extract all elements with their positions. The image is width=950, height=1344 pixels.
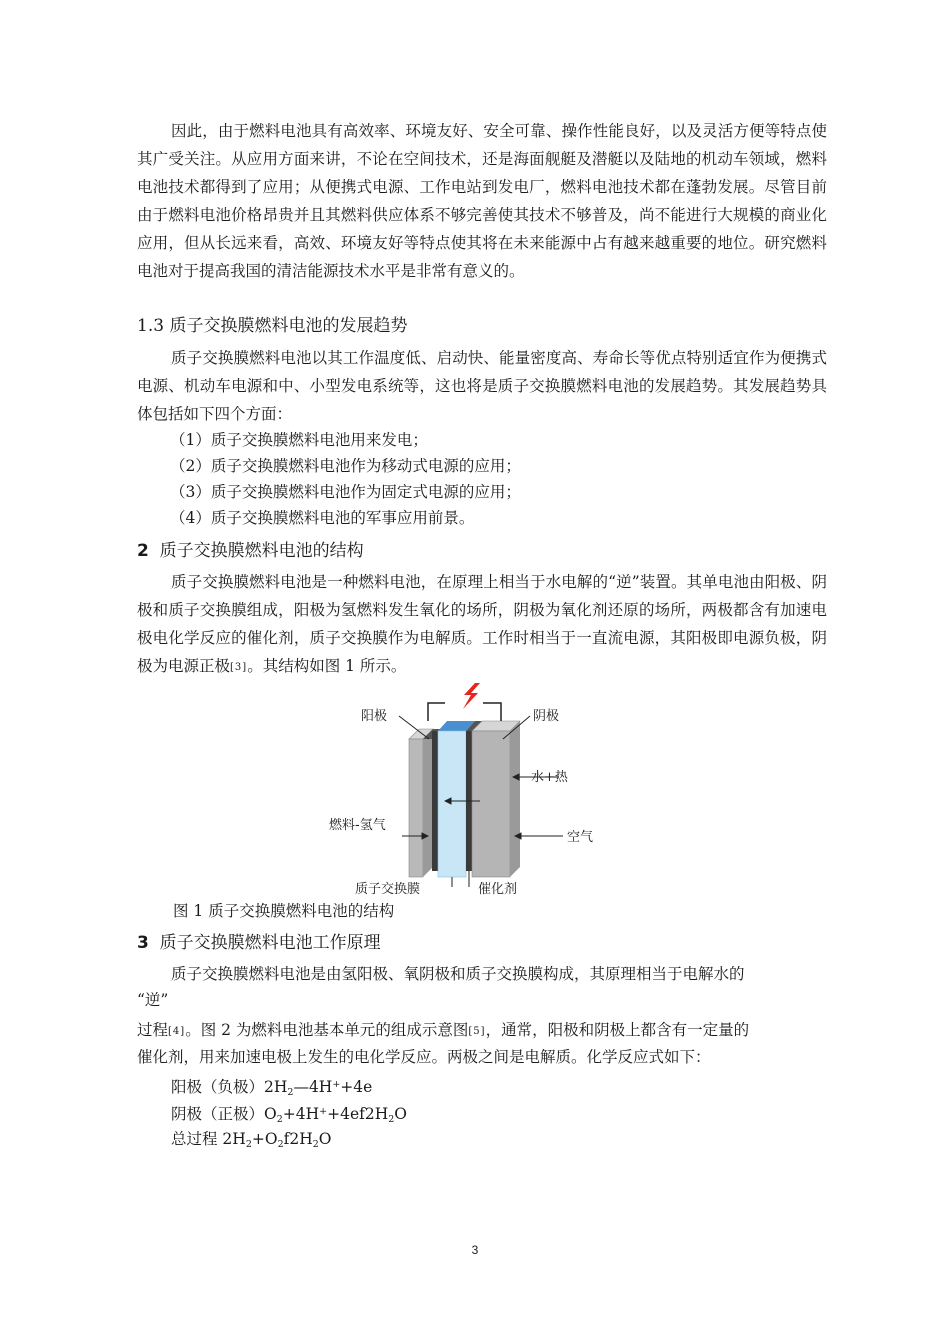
water-heat-label: 水+热 bbox=[531, 770, 568, 785]
paragraph-text: 过程 bbox=[137, 1021, 169, 1039]
section-heading-1-3: 1.3 质子交换膜燃料电池的发展趋势 bbox=[137, 316, 408, 336]
section-title: 质子交换膜燃料电池工作原理 bbox=[159, 933, 381, 953]
paragraph-trends: 质子交换膜燃料电池以其工作温度低、启动快、能量密度高、寿命长等优点特别适宜作为便携式电源、机动车电源和中、小型发电系统等，这也将是质子交换膜燃料电池的发展趋势。其发展趋势具体包括如下四个方面： bbox=[137, 349, 827, 423]
citation: [5] bbox=[468, 1026, 486, 1037]
page-number: 3 bbox=[471, 1243, 479, 1257]
paragraph-intro: 因此，由于燃料电池具有高效率、环境友好、安全可靠、操作性能良好，以及灵活方便等特点使其广受关注。从应用方面来讲，不论在空间技术，还是海面舰艇及潜艇以及陆地的机动车领域，燃料电池技术都得到了应用；从便携式电源、工作电站到发电厂，燃料电池技术都在蓬勃发展。尽管目前由于燃料电池价格昂贵并且其燃料供应体系不够完善使其技术不够普及，尚不能进行大规模的商业化应用，但从长远来看，高效、环境友好等特点使其将在未来能源中占有越来越重要的地位。研究燃料电池对于提高我国的清洁能源技术水平是非常有意义的。 bbox=[137, 122, 827, 280]
section-heading-2 bbox=[137, 538, 364, 564]
section-number: 3 bbox=[137, 933, 149, 953]
equation-anode: 阳极（负极）$2H_2—4H^++4e$ bbox=[171, 1078, 373, 1098]
paragraph-line: 质子交换膜燃料电池是由氢阳极、氧阴极和质子交换膜构成，其原理相当于电解水的 bbox=[171, 965, 745, 983]
air-label: 空气 bbox=[567, 830, 594, 845]
list-item: （4）质子交换膜燃料电池的军事应用前景。 bbox=[170, 509, 475, 527]
paragraph-text: 。图 2 为燃料电池基本单元的组成示意图 bbox=[185, 1021, 469, 1039]
citation: [3] bbox=[230, 662, 248, 673]
catalyst-label: 催化剂 bbox=[478, 882, 518, 897]
list-item: （1）质子交换膜燃料电池用来发电； bbox=[170, 431, 428, 449]
lightning-icon bbox=[463, 683, 480, 709]
cathode-label: 阴极 bbox=[533, 709, 560, 724]
paragraph-structure bbox=[137, 568, 827, 682]
section-title: 质子交换膜燃料电池的结构 bbox=[159, 541, 364, 561]
equation-overall: 总过程 $2H_2+O_2f2H_2O$ bbox=[171, 1130, 332, 1150]
paragraph-line: “逆” bbox=[137, 991, 169, 1009]
paragraph-text: ，通常，阳极和阴极上都含有一定量的 bbox=[485, 1021, 750, 1039]
paragraph-text: 。其结构如图 1 所示。 bbox=[247, 657, 407, 675]
anode-label: 阳极 bbox=[361, 709, 388, 724]
fuel-hydrogen-label: 燃料-氢气 bbox=[329, 818, 386, 833]
pem-label: 质子交换膜 bbox=[355, 882, 421, 897]
equation-cathode: 阴极（正极）$O_2+4H^++4ef2H_2O$ bbox=[171, 1105, 408, 1125]
pem-fuel-cell-diagram bbox=[325, 681, 600, 899]
figure-caption: 图 1 质子交换膜燃料电池的结构 bbox=[173, 902, 395, 920]
citation: [4] bbox=[168, 1026, 186, 1037]
section-number: 2 bbox=[137, 541, 149, 561]
paragraph-line: 催化剂，用来加速电极上发生的电化学反应。两极之间是电解质。化学反应式如下： bbox=[137, 1048, 711, 1066]
list-item: （3）质子交换膜燃料电池作为固定式电源的应用； bbox=[170, 483, 521, 501]
list-item: （2）质子交换膜燃料电池作为移动式电源的应用； bbox=[170, 457, 521, 475]
paragraph-line bbox=[137, 1018, 749, 1044]
section-heading-3 bbox=[137, 930, 381, 956]
paragraph-text: 质子交换膜燃料电池是一种燃料电池，在原理上相当于水电解的“逆”装置。其单电池由阳极、阴极和质子交换膜组成，阳极为氢燃料发生氧化的场所，阴极为氧化剂还原的场所，两极都含有加速电极电化学反应的催化剂，质子交换膜作为电解质。工作时相当于一直流电源，其阳极即电源负极，阴极为电源正极 bbox=[137, 573, 827, 675]
